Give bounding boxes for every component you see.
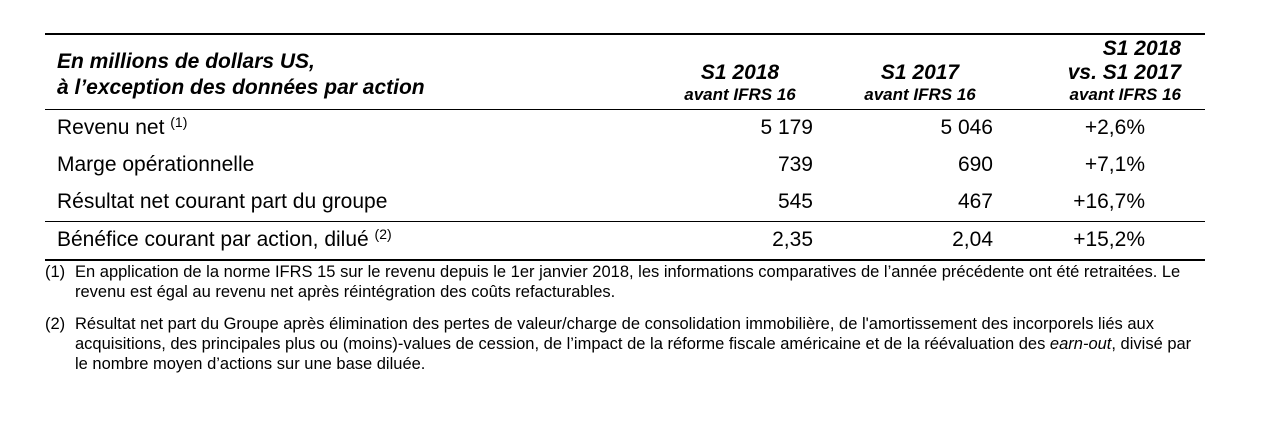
cell-s1-2018: 739 — [777, 153, 813, 176]
cell-s1-2018: 545 — [777, 190, 813, 213]
table-row — [45, 222, 1205, 261]
footnote-ref: (1) — [170, 114, 188, 130]
cell-s1-2017: 5 046 — [940, 116, 993, 139]
cell-change: +2,6% — [1084, 116, 1145, 139]
header-s1-2018 — [643, 34, 823, 110]
row-label — [45, 147, 643, 184]
financial-table — [45, 33, 1205, 261]
footnote-2 — [45, 314, 1205, 374]
cell-s1-2018: 2,35 — [772, 228, 813, 251]
footnote-italic-term: earn-out — [1049, 335, 1112, 353]
header-s1-2017-sub: avant IFRS 16 — [864, 85, 976, 104]
row-label — [45, 222, 643, 261]
cell-s1-2017: 2,04 — [952, 228, 993, 251]
header-s1-2018-title: S1 2018 — [700, 61, 780, 84]
header-label-line2: à l’exception des données par action — [57, 76, 425, 99]
cell-change: +16,7% — [1073, 190, 1145, 213]
header-change-title-line2: vs. S1 2017 — [1067, 61, 1181, 84]
footnote-number: (2) — [45, 315, 66, 333]
header-s1-2017 — [823, 34, 1003, 110]
header-change-sub: avant IFRS 16 — [1069, 85, 1181, 104]
footnotes — [45, 262, 1205, 386]
table-row — [45, 147, 1205, 184]
cell-s1-2017: 690 — [957, 153, 993, 176]
footnote-1 — [45, 262, 1205, 302]
row-label-text: Marge opérationnelle — [57, 153, 255, 176]
header-change-title-line1: S1 2018 — [1102, 37, 1181, 60]
header-change — [1003, 34, 1205, 110]
header-s1-2017-title: S1 2017 — [880, 61, 960, 84]
header-label — [45, 34, 643, 110]
cell-s1-2018: 5 179 — [760, 116, 813, 139]
footnote-text-body: Résultat net part du Groupe après élimination des pertes de valeur/charge de consolidation immobilière, de l'amortissement des incorporels liés aux acquisitions, des principales plus ou (moins)-values de cession, de l’impact de la réforme fiscale américaine et de la réévaluation des — [75, 315, 1154, 353]
table-row — [45, 110, 1205, 148]
row-label-text: Bénéfice courant par action, dilué — [57, 228, 369, 251]
row-label — [45, 184, 643, 222]
footnote-text-end: , divisé par le nombre moyen d’actions sur une base diluée. — [75, 335, 1192, 373]
footnote-text — [75, 262, 1205, 302]
cell-change: +7,1% — [1084, 153, 1145, 176]
footnote-ref: (2) — [374, 226, 392, 242]
cell-change: +15,2% — [1073, 228, 1145, 251]
footnote-text-body: En application de la norme IFRS 15 sur le revenu depuis le 1er janvier 2018, les informations comparatives de l’année précédente ont été retraitées. Le revenu est égal au revenu net après réintégration des coûts refacturables. — [75, 263, 1181, 301]
header-label-line1: En millions de dollars US, — [57, 50, 315, 73]
footnote-number: (1) — [45, 263, 66, 281]
table-row — [45, 184, 1205, 222]
footnote-text — [75, 314, 1205, 374]
header-s1-2018-sub: avant IFRS 16 — [684, 85, 796, 104]
row-label-text: Revenu net — [57, 116, 165, 139]
row-label-text: Résultat net courant part du groupe — [57, 190, 388, 213]
cell-s1-2017: 467 — [957, 190, 993, 213]
row-label — [45, 110, 643, 148]
financial-table-container — [45, 33, 1205, 261]
table-header-row — [45, 34, 1205, 110]
